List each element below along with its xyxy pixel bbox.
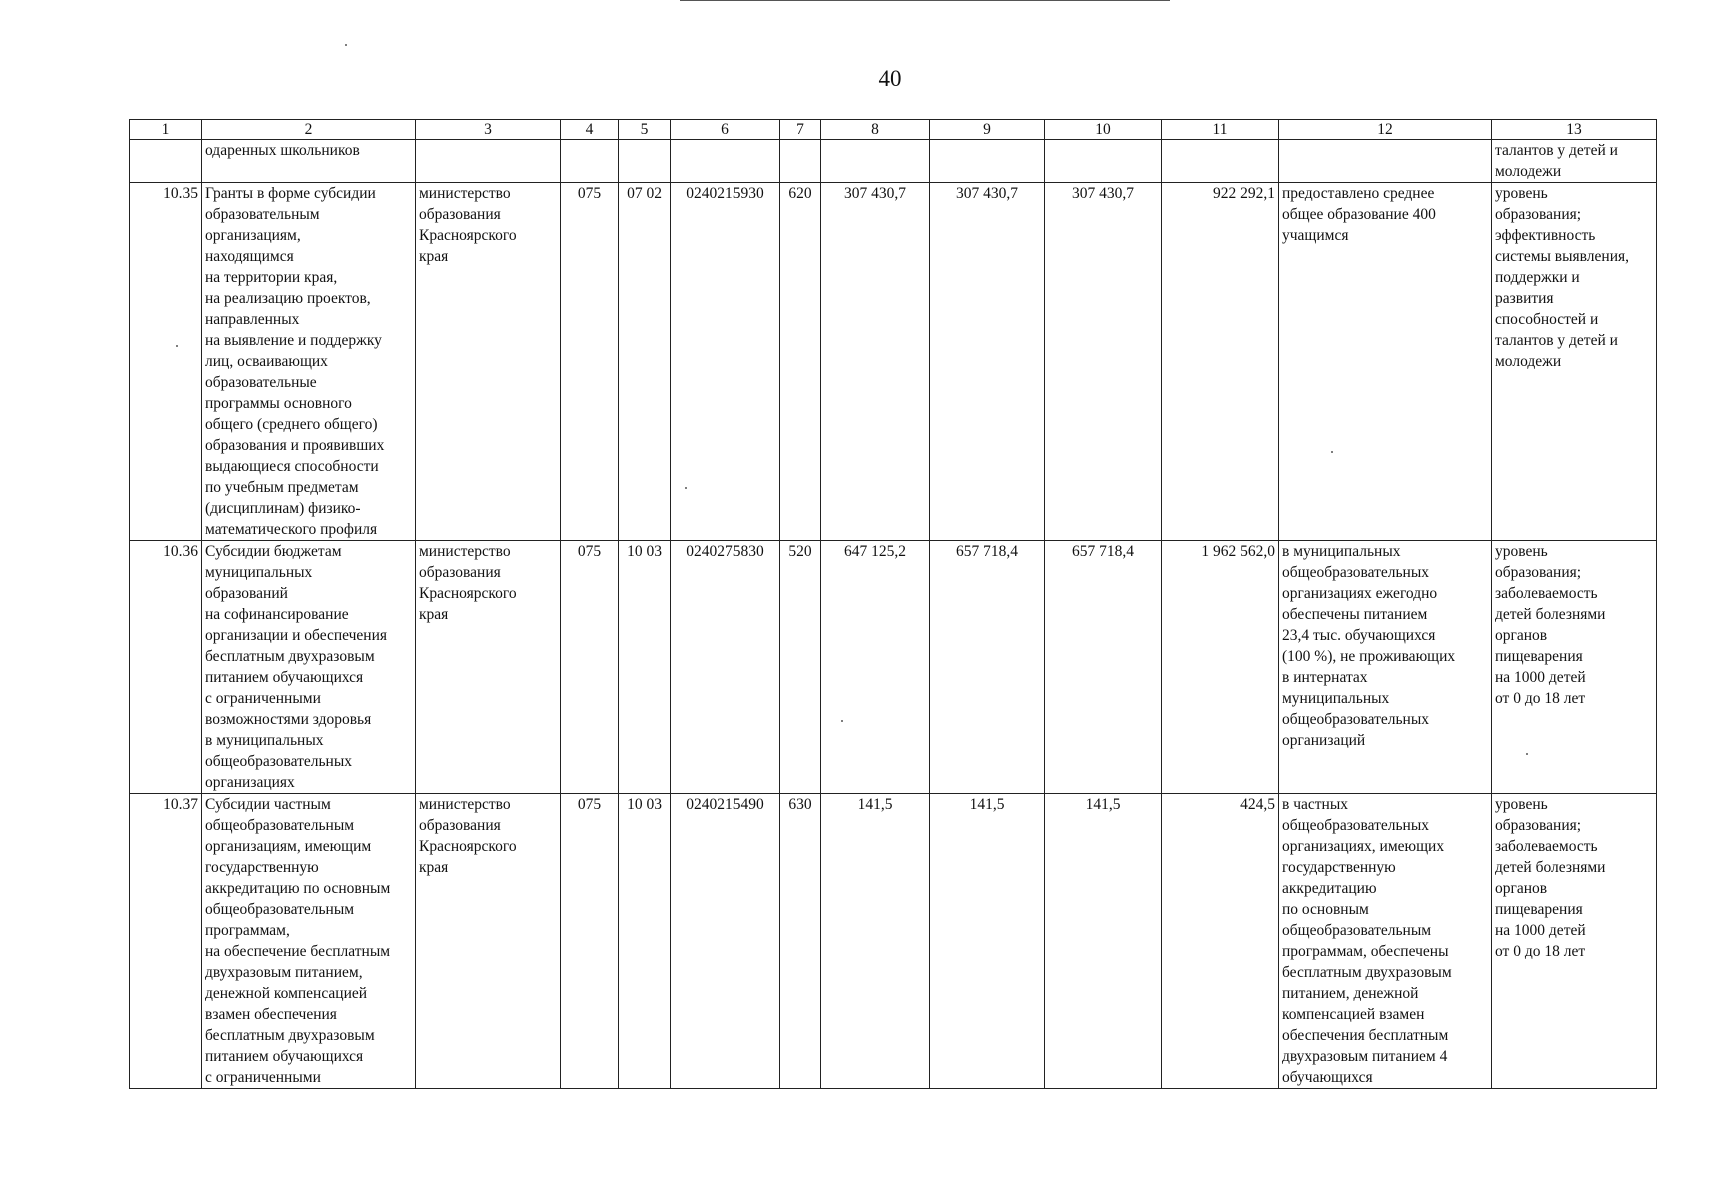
administrator: министерство образования Красноярского края bbox=[416, 794, 561, 1089]
column-number: 2 bbox=[202, 120, 416, 140]
code-section: 10 03 bbox=[619, 794, 671, 1089]
item-number bbox=[130, 140, 202, 183]
item-name: Субсидии бюджетам муниципальных образований на софинансирование организации и обеспечения бесплатным двухразовым питанием обучающихся с ограниченными возможностями здоровья в муниципальных общеобразовательных организациях bbox=[202, 541, 416, 794]
code-type bbox=[780, 140, 821, 183]
item-number: 10.37 bbox=[130, 794, 202, 1089]
amount-total bbox=[1162, 140, 1279, 183]
code-target: 0240215930 bbox=[671, 183, 780, 541]
column-number: 10 bbox=[1045, 120, 1162, 140]
table-row bbox=[130, 541, 1657, 794]
column-number: 7 bbox=[780, 120, 821, 140]
scan-speck bbox=[345, 44, 347, 46]
indicator: талантов у детей и молодежи bbox=[1492, 140, 1657, 183]
column-number: 8 bbox=[821, 120, 930, 140]
table-row bbox=[130, 794, 1657, 1089]
code-type: 630 bbox=[780, 794, 821, 1089]
indicator: уровень образования; заболеваемость детей болезнями органов пищеварения на 1000 детей от 0 до 18 лет bbox=[1492, 794, 1657, 1089]
column-number: 3 bbox=[416, 120, 561, 140]
code-gr: 075 bbox=[561, 794, 619, 1089]
column-number: 5 bbox=[619, 120, 671, 140]
amount-year-1 bbox=[821, 140, 930, 183]
code-target bbox=[671, 140, 780, 183]
page-number: 40 bbox=[878, 66, 902, 91]
code-type: 520 bbox=[780, 541, 821, 794]
amount-total: 922 292,1 bbox=[1162, 183, 1279, 541]
item-name: Гранты в форме субсидии образовательным организациям, находящимся на территории края, на реализацию проектов, направленных на выявление и поддержку лиц, осваивающих образовательные программы основного общего (среднего общего) образования и проявивших выдающиеся способности по учебным предметам (дисциплинам) физико- математического профиля bbox=[202, 183, 416, 541]
item-name: Субсидии частным общеобразовательным организациям, имеющим государственную аккредитацию по основным общеобразовательным программам, на обеспечение бесплатным двухразовым питанием, денежной компенсацией взамен обеспечения бесплатным двухразовым питанием обучающихся с ограниченными bbox=[202, 794, 416, 1089]
amount-year-2 bbox=[930, 140, 1045, 183]
expected-result: в частных общеобразовательных организациях, имеющих государственную аккредитацию по основным общеобразовательным программам, обеспечены бесплатным двухразовым питанием, денежной компенсацией взамен обеспечения бесплатным двухразовым питанием 4 обучающихся bbox=[1279, 794, 1492, 1089]
amount-total: 1 962 562,0 bbox=[1162, 541, 1279, 794]
amount-year-1: 141,5 bbox=[821, 794, 930, 1089]
amount-year-3: 657 718,4 bbox=[1045, 541, 1162, 794]
column-number: 4 bbox=[561, 120, 619, 140]
budget-table bbox=[129, 119, 1657, 1089]
code-gr: 075 bbox=[561, 183, 619, 541]
amount-year-1: 647 125,2 bbox=[821, 541, 930, 794]
amount-total: 424,5 bbox=[1162, 794, 1279, 1089]
administrator bbox=[416, 140, 561, 183]
code-section: 10 03 bbox=[619, 541, 671, 794]
amount-year-3 bbox=[1045, 140, 1162, 183]
item-number: 10.36 bbox=[130, 541, 202, 794]
column-number: 9 bbox=[930, 120, 1045, 140]
code-target: 0240275830 bbox=[671, 541, 780, 794]
administrator: министерство образования Красноярского края bbox=[416, 541, 561, 794]
table-row bbox=[130, 183, 1657, 541]
column-number-row bbox=[130, 120, 1657, 140]
administrator: министерство образования Красноярского края bbox=[416, 183, 561, 541]
table-row bbox=[130, 140, 1657, 183]
column-number: 12 bbox=[1279, 120, 1492, 140]
column-number: 11 bbox=[1162, 120, 1279, 140]
code-gr bbox=[561, 140, 619, 183]
column-number: 6 bbox=[671, 120, 780, 140]
code-type: 620 bbox=[780, 183, 821, 541]
code-target: 0240215490 bbox=[671, 794, 780, 1089]
scan-top-line bbox=[680, 0, 1170, 1]
expected-result bbox=[1279, 140, 1492, 183]
amount-year-1: 307 430,7 bbox=[821, 183, 930, 541]
amount-year-3: 307 430,7 bbox=[1045, 183, 1162, 541]
code-section: 07 02 bbox=[619, 183, 671, 541]
expected-result: предоставлено среднее общее образование 400 учащимся bbox=[1279, 183, 1492, 541]
amount-year-2: 141,5 bbox=[930, 794, 1045, 1089]
code-section bbox=[619, 140, 671, 183]
column-number: 13 bbox=[1492, 120, 1657, 140]
column-number: 1 bbox=[130, 120, 202, 140]
indicator: уровень образования; заболеваемость детей болезнями органов пищеварения на 1000 детей от 0 до 18 лет bbox=[1492, 541, 1657, 794]
item-name: одаренных школьников bbox=[202, 140, 416, 183]
amount-year-2: 657 718,4 bbox=[930, 541, 1045, 794]
amount-year-3: 141,5 bbox=[1045, 794, 1162, 1089]
code-gr: 075 bbox=[561, 541, 619, 794]
indicator: уровень образования; эффективность системы выявления, поддержки и развития способностей и талантов у детей и молодежи bbox=[1492, 183, 1657, 541]
item-number: 10.35 bbox=[130, 183, 202, 541]
expected-result: в муниципальных общеобразовательных организациях ежегодно обеспечены питанием 23,4 тыс. обучающихся (100 %), не проживающих в интернатах муниципальных общеобразовательных организаций bbox=[1279, 541, 1492, 794]
amount-year-2: 307 430,7 bbox=[930, 183, 1045, 541]
